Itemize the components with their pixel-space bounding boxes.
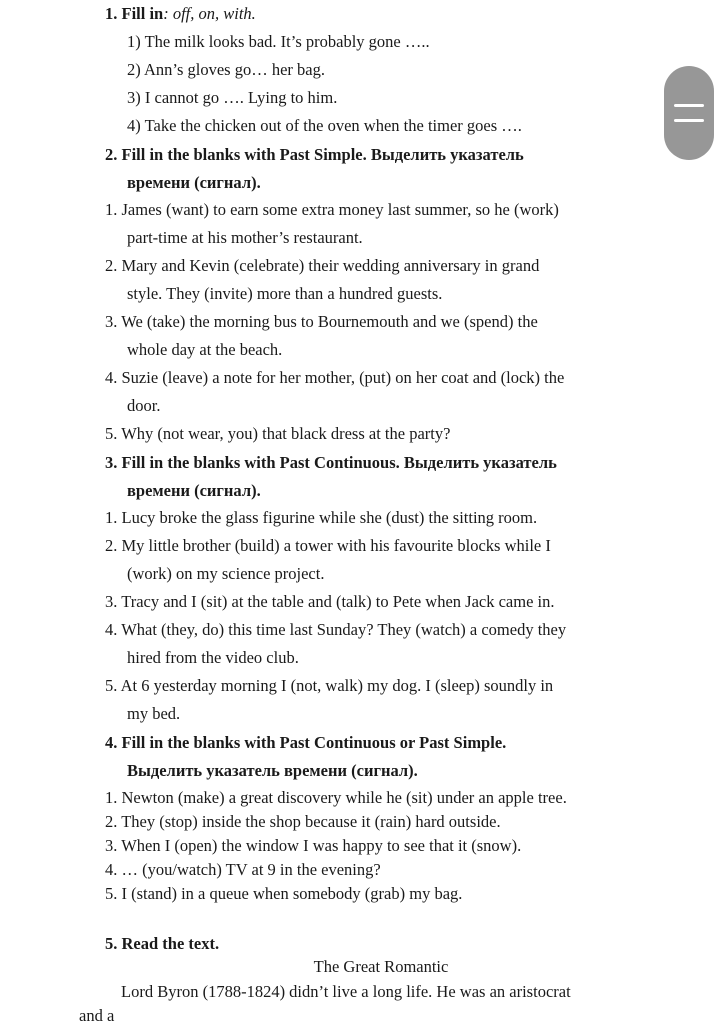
exercise-1-item: 1) The milk looks bad. It’s probably gone ….. (127, 32, 430, 51)
exercise-3-item: 3. Tracy and I (sit) at the table and (talk) to Pete when Jack came in. (105, 592, 555, 611)
exercise-3-item-cont: my bed. (127, 704, 181, 723)
exercise-3-item: 4. What (they, do) this time last Sunday? They (watch) a comedy they (105, 620, 567, 639)
exercise-3-item: 2. My little brother (build) a tower with his favourite blocks while I (105, 536, 551, 555)
exercise-2-item-cont: style. They (invite) more than a hundred guests. (127, 284, 443, 303)
exercise-1-item: 2) Ann’s gloves go… her bag. (127, 60, 325, 79)
exercise-4-item: 1. Newton (make) a great discovery while he (sit) under an apple tree. (105, 788, 567, 807)
exercise-4-item: 5. I (stand) in a queue when somebody (grab) my bag. (105, 884, 463, 903)
exercise-2-item-cont: door. (127, 396, 161, 415)
exercise-5-title: 5. Read the text. (105, 934, 220, 953)
exercise-2-title-cont: времени (сигнал). (127, 173, 261, 192)
exercise-3-title: 3. Fill in the blanks with Past Continuous. Выделить указатель (105, 453, 557, 472)
text-line: Lord Byron (1788-1824) didn’t live a long life. He was an aristocrat (121, 982, 571, 1001)
exercise-2-item: 3. We (take) the morning bus to Bournemouth and we (spend) the (105, 312, 538, 331)
exercise-2-item-cont: whole day at the beach. (127, 340, 283, 359)
exercise-3-title-cont: времени (сигнал). (127, 481, 261, 500)
exercise-1-words: : off, on, with. (163, 4, 256, 23)
exercise-2-item: 4. Suzie (leave) a note for her mother, (put) on her coat and (lock) the (105, 368, 565, 387)
exercise-4-title: 4. Fill in the blanks with Past Continuous or Past Simple. (105, 733, 507, 752)
exercise-2-item: 2. Mary and Kevin (celebrate) their wedding anniversary in grand (105, 256, 540, 275)
exercise-3-item: 1. Lucy broke the glass figurine while she (dust) the sitting room. (105, 508, 538, 527)
text-line: and a (79, 1006, 115, 1025)
text-title: The Great Romantic (313, 957, 449, 976)
exercise-1-item: 4) Take the chicken out of the oven when the timer goes …. (127, 116, 522, 135)
exercise-2-item-cont: part-time at his mother’s restaurant. (127, 228, 363, 247)
exercise-3-item-cont: (work) on my science project. (127, 564, 325, 583)
exercise-3-item: 5. At 6 yesterday morning I (not, walk) my dog. I (sleep) soundly in (105, 676, 554, 695)
exercise-2-item: 1. James (want) to earn some extra money last summer, so he (work) (105, 200, 559, 219)
exercise-1-title: 1. Fill in (105, 4, 164, 23)
exercise-4-item: 4. … (you/watch) TV at 9 in the evening? (105, 860, 381, 879)
exercise-4-item: 2. They (stop) inside the shop because it (rain) hard outside. (105, 812, 501, 831)
exercise-4-item: 3. When I (open) the window I was happy to see that it (snow). (105, 836, 522, 855)
exercise-1-heading (105, 4, 256, 24)
scroll-handle[interactable] (664, 66, 714, 160)
exercise-3-item-cont: hired from the video club. (127, 648, 299, 667)
exercise-1-item: 3) I cannot go …. Lying to him. (127, 88, 338, 107)
exercise-4-title-cont: Выделить указатель времени (сигнал). (127, 761, 418, 780)
exercise-2-title: 2. Fill in the blanks with Past Simple. Выделить указатель (105, 145, 524, 164)
exercise-2-item: 5. Why (not wear, you) that black dress at the party? (105, 424, 451, 443)
